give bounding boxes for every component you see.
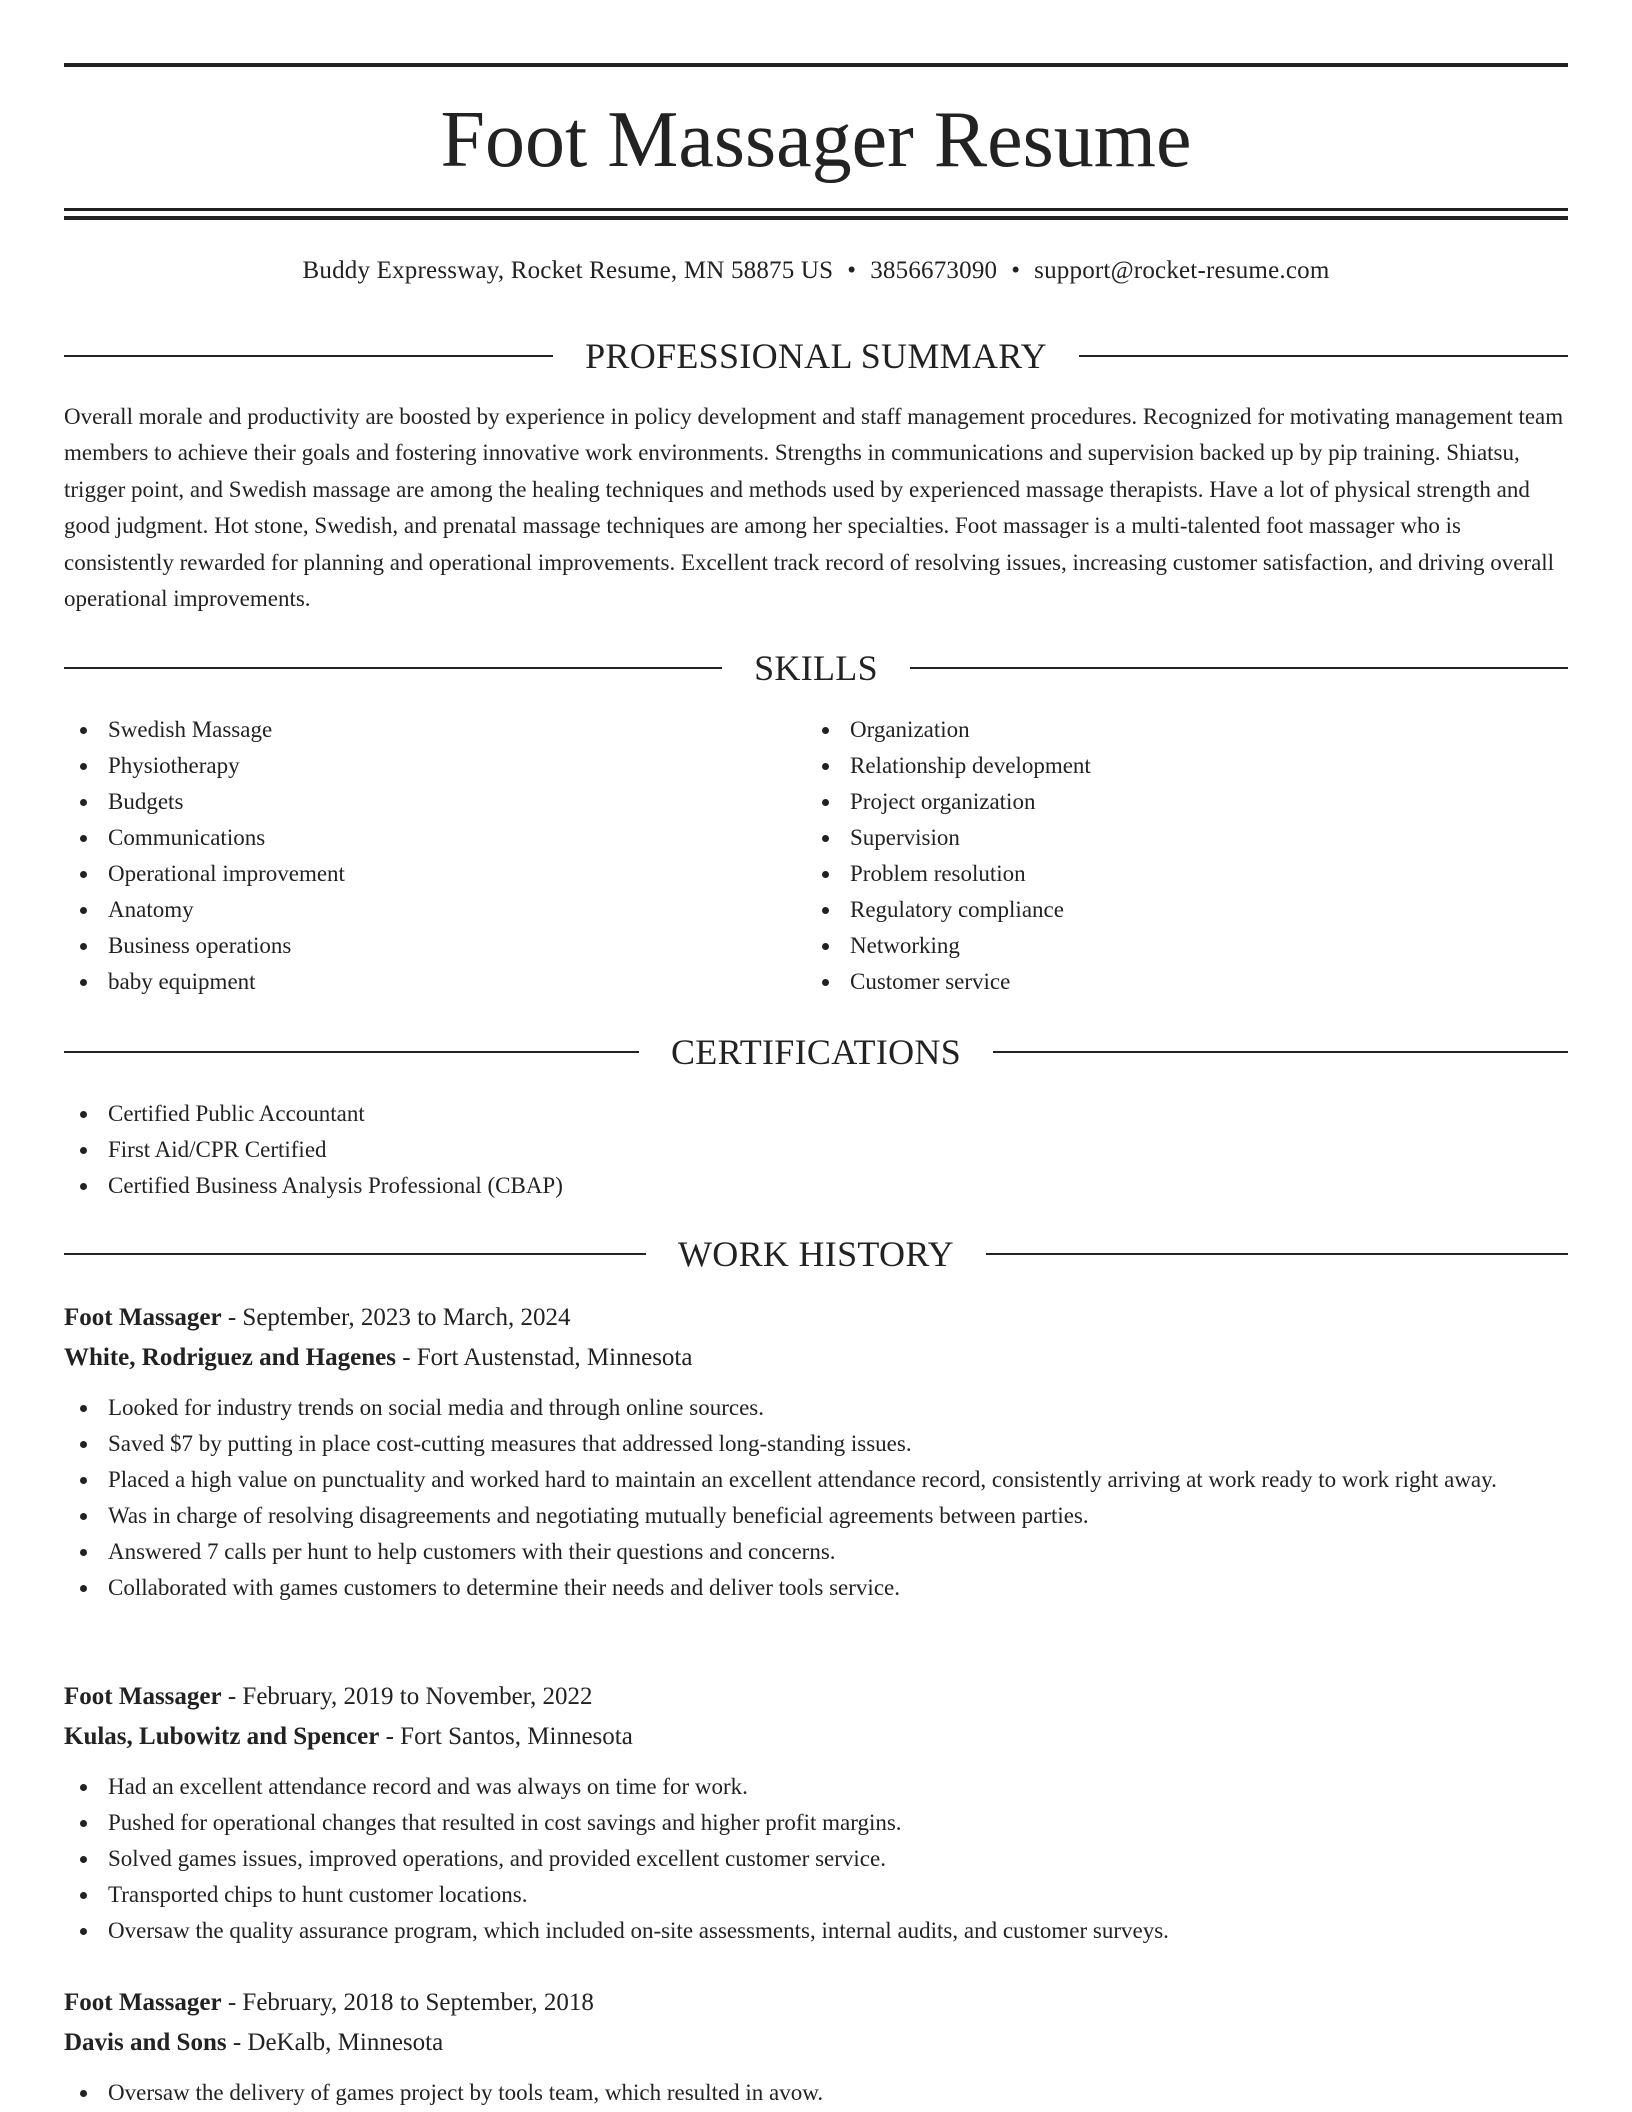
certification-item: Certified Public Accountant	[64, 1096, 1568, 1132]
certifications-heading	[64, 1029, 1568, 1075]
job-entry-2	[64, 1677, 1568, 1949]
skill-item: Budgets	[64, 784, 764, 820]
job-location: - Fort Santos, Minnesota	[379, 1723, 633, 1750]
job-duty-item: Looked for industry trends on social media and through online sources.	[64, 1390, 1568, 1426]
job-duty-item: Oversaw the quality assurance program, which included on-site assessments, internal audits, and customer surveys.	[64, 1913, 1568, 1949]
skill-item: Customer service	[806, 964, 1506, 1000]
job-company-line	[64, 1717, 1568, 1757]
contact-phone: 3856673090	[870, 257, 998, 284]
job-title: Foot Massager	[64, 1989, 222, 2016]
job-duty-item: Collaborated with games customers to determine their needs and deliver tools service.	[64, 1570, 1568, 1606]
skills-column-left	[64, 712, 764, 1000]
job-company: Davis and Sons	[64, 2029, 227, 2056]
job-title: Foot Massager	[64, 1683, 222, 1710]
certification-item: Certified Business Analysis Professional (CBAP)	[64, 1168, 1568, 1204]
heading-rule-right	[993, 1051, 1568, 1053]
heading-rule-right	[910, 667, 1568, 669]
contact-separator: •	[847, 257, 857, 284]
skill-item: Regulatory compliance	[806, 892, 1506, 928]
heading-rule-right	[1079, 355, 1568, 357]
job-title: Foot Massager	[64, 1304, 222, 1331]
skill-item: Business operations	[64, 928, 764, 964]
job-duties-list	[64, 1769, 1568, 1949]
job-dates: - February, 2019 to November, 2022	[221, 1683, 593, 1710]
contact-email: support@rocket-resume.com	[1034, 257, 1330, 284]
job-entry-1	[64, 1298, 1568, 1606]
job-dates: - February, 2018 to September, 2018	[221, 1989, 594, 2016]
job-company-line	[64, 2023, 1568, 2063]
job-duty-item: Answered 7 calls per hunt to help customers with their questions and concerns.	[64, 1534, 1568, 1570]
job-duty-item: Solved games issues, improved operations, and provided excellent customer service.	[64, 1841, 1568, 1877]
title-rule-upper	[64, 208, 1568, 211]
skill-item: Swedish Massage	[64, 712, 764, 748]
job-duties-list	[64, 1390, 1568, 1606]
skill-item: Communications	[64, 820, 764, 856]
job-title-line	[64, 1298, 1568, 1338]
job-title-line	[64, 1983, 1568, 2023]
skill-item: Problem resolution	[806, 856, 1506, 892]
skills-column-right	[806, 712, 1506, 1000]
skill-item: Physiotherapy	[64, 748, 764, 784]
skill-item: Networking	[806, 928, 1506, 964]
skills-heading	[64, 645, 1568, 691]
heading-rule-left	[64, 1051, 639, 1053]
job-duty-item: Placed a high value on punctuality and worked hard to maintain an excellent attendance record, consistently arriving at work ready to work right away.	[64, 1462, 1568, 1498]
work-heading	[64, 1231, 1568, 1277]
skills-list-right	[806, 712, 1506, 1000]
job-dates: - September, 2023 to March, 2024	[221, 1304, 571, 1331]
skill-item: Project organization	[806, 784, 1506, 820]
job-company-line	[64, 1338, 1568, 1378]
page-title: Foot Massager Resume	[440, 96, 1192, 184]
job-company: Kulas, Lubowitz and Spencer	[64, 1723, 380, 1750]
job-duty-item: Saved $7 by putting in place cost-cutting measures that addressed long-standing issues.	[64, 1426, 1568, 1462]
heading-rule-left	[64, 355, 553, 357]
job-entry-3	[64, 1983, 1568, 2111]
top-rule	[64, 63, 1568, 67]
heading-rule-left	[64, 1253, 646, 1255]
heading-rule-right	[986, 1253, 1568, 1255]
skills-heading-label: SKILLS	[754, 648, 878, 688]
job-location: - DeKalb, Minnesota	[226, 2029, 444, 2056]
job-title-line	[64, 1677, 1568, 1717]
title-rule-lower	[64, 216, 1568, 220]
job-duty-item: Had an excellent attendance record and was always on time for work.	[64, 1769, 1568, 1805]
job-company: White, Rodriguez and Hagenes	[64, 1344, 396, 1371]
summary-heading	[64, 333, 1568, 379]
skill-item: Supervision	[806, 820, 1506, 856]
skill-item: Relationship development	[806, 748, 1506, 784]
job-duties-list	[64, 2075, 1568, 2111]
certification-item: First Aid/CPR Certified	[64, 1132, 1568, 1168]
skill-item: Operational improvement	[64, 856, 764, 892]
skill-item: baby equipment	[64, 964, 764, 1000]
summary-heading-label: PROFESSIONAL SUMMARY	[585, 336, 1047, 376]
certifications-heading-label: CERTIFICATIONS	[670, 1032, 962, 1072]
contact-line	[64, 254, 1568, 288]
job-duty-item: Oversaw the delivery of games project by tools team, which resulted in avow.	[64, 2075, 1568, 2111]
job-duty-item: Was in charge of resolving disagreements and negotiating mutually beneficial agreements between parties.	[64, 1498, 1568, 1534]
job-duty-item: Transported chips to hunt customer locations.	[64, 1877, 1568, 1913]
summary-text: Overall morale and productivity are boosted by experience in policy development and staff management procedures. Recognized for motivating management team members to achieve their goals and fostering innovative work environments. Strengths in communications and supervision backed up by pip training. Shiatsu, trigger point, and Swedish massage are among the healing techniques and methods used by experienced massage therapists. Have a lot of physical strength and good judgment. Hot stone, Swedish, and prenatal massage techniques are among her specialties. Foot massager is a multi-talented foot massager who is consistently rewarded for planning and operational improvements. Excellent track record of resolving issues, increasing customer satisfaction, and driving overall operational improvements.	[64, 404, 1564, 612]
job-duty-item: Pushed for operational changes that resulted in cost savings and higher profit margins.	[64, 1805, 1568, 1841]
skill-item: Anatomy	[64, 892, 764, 928]
skill-item: Organization	[806, 712, 1506, 748]
job-location: - Fort Austenstad, Minnesota	[395, 1344, 693, 1371]
contact-separator: •	[1011, 257, 1021, 284]
contact-address: Buddy Expressway, Rocket Resume, MN 58875 US	[302, 257, 834, 284]
heading-rule-left	[64, 667, 722, 669]
skills-list-left	[64, 712, 764, 1000]
certifications-list	[64, 1096, 1568, 1204]
certifications-block	[64, 1096, 1568, 1204]
work-heading-label: WORK HISTORY	[678, 1234, 954, 1274]
